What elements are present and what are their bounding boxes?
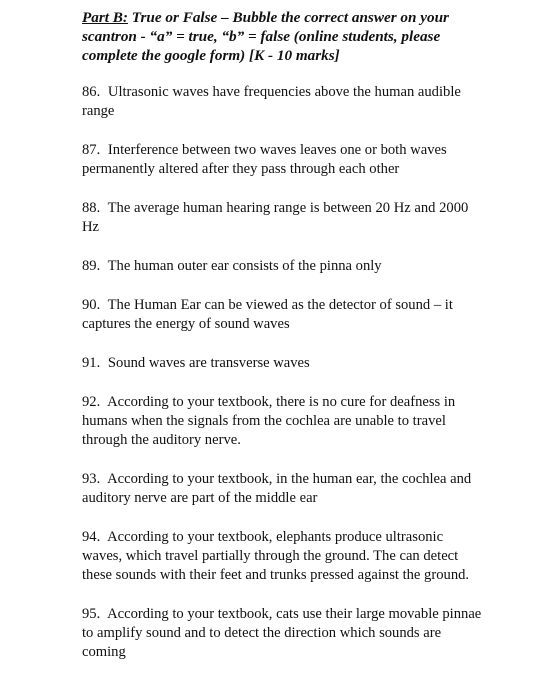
part-label: Part B: xyxy=(82,9,128,26)
question-number: 86. xyxy=(82,84,101,100)
question-number: 95. xyxy=(82,606,101,622)
question-number: 90. xyxy=(82,297,101,313)
question-88 xyxy=(82,199,482,237)
question-text: Ultrasonic waves have frequencies above the human audible range xyxy=(82,84,461,119)
question-87 xyxy=(82,141,482,179)
question-86 xyxy=(82,83,482,121)
question-92 xyxy=(82,393,482,450)
worksheet-page xyxy=(82,8,482,682)
question-89 xyxy=(82,257,482,276)
section-header xyxy=(82,8,482,65)
question-text: According to your textbook, elephants produce ultrasonic waves, which travel partially through the ground. The can detect these sounds with their feet and trunks pressed against the ground. xyxy=(82,529,470,583)
question-text: Sound waves are transverse waves xyxy=(107,355,310,371)
question-number: 92. xyxy=(82,394,101,410)
question-95 xyxy=(82,605,482,662)
question-text: The Human Ear can be viewed as the detector of sound – it captures the energy of sound waves xyxy=(82,297,453,332)
question-number: 89. xyxy=(82,258,101,274)
question-93 xyxy=(82,470,482,508)
question-91 xyxy=(82,354,482,373)
question-text: According to your textbook, cats use their large movable pinnae to amplify sound and to detect the direction which sounds are coming xyxy=(82,606,482,660)
question-text: The average human hearing range is between 20 Hz and 2000 Hz xyxy=(82,200,469,235)
question-number: 93. xyxy=(82,471,101,487)
question-number: 91. xyxy=(82,355,101,371)
question-number: 87. xyxy=(82,142,101,158)
question-90 xyxy=(82,296,482,334)
section-instructions: True or False – Bubble the correct answer on your scantron - “a” = true, “b” = false (online students, please complete the google form) [K - 10 marks] xyxy=(82,9,449,64)
question-number: 88. xyxy=(82,200,101,216)
question-text: The human outer ear consists of the pinna only xyxy=(107,258,382,274)
question-94 xyxy=(82,528,482,585)
question-text: According to your textbook, there is no cure for deafness in humans when the signals from the cochlea are unable to travel through the auditory nerve. xyxy=(82,394,456,448)
question-number: 94. xyxy=(82,529,101,545)
question-text: According to your textbook, in the human ear, the cochlea and auditory nerve are part of the middle ear xyxy=(82,471,472,506)
question-text: Interference between two waves leaves one or both waves permanently altered after they pass through each other xyxy=(82,142,447,177)
